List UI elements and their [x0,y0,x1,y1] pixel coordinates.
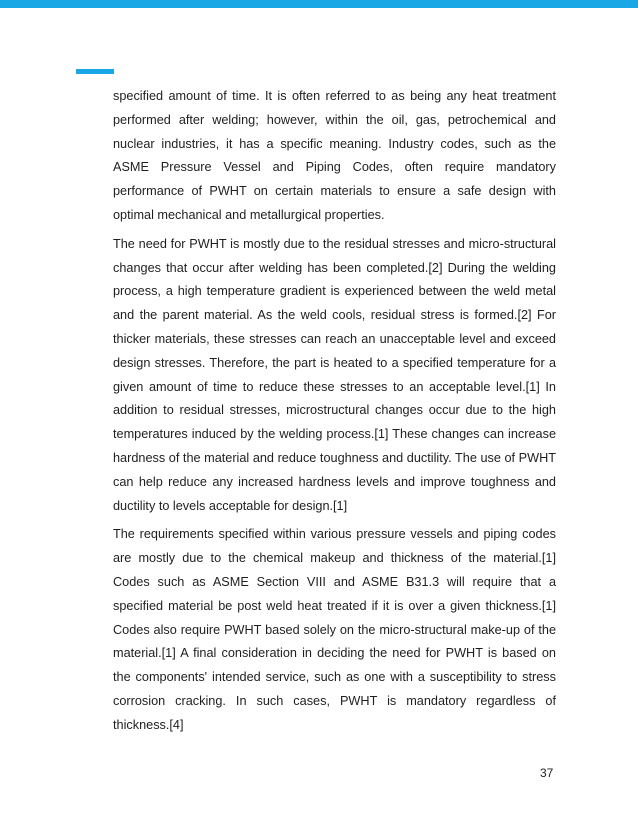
paragraph: specified amount of time. It is often referred to as being any heat treatment performed after welding; however, within the oil, gas, petrochemical and nuclear industries, it has a specific meaning. Industry codes, such as the ASME Pressure Vessel and Piping Codes, often require mandatory performance of PWHT on certain materials to ensure a safe design with optimal mechanical and metallurgical properties. [113,89,556,222]
section-accent-dash [76,69,114,74]
paragraph: The requirements specified within various pressure vessels and piping codes are mostly due to the chemical makeup and thickness of the material.[1] Codes such as ASME Section VIII and ASME B31.3 will require that a specified material be post weld heat treated if it is over a given thickness.[1] Codes also require PWHT based solely on the micro-structural make-up of the material.[1] A final consideration in deciding the need for PWHT is based on the components' intended service, such as one with a susceptibility to stress corrosion cracking. In such cases, PWHT is mandatory regardless of thickness.[4] [113,527,556,732]
page-number: 37 [540,766,554,780]
top-accent-bar [0,0,638,8]
paragraph: The need for PWHT is mostly due to the residual stresses and micro-structural changes that occur after welding has been completed.[2] During the welding process, a high temperature gradient is experienced between the weld metal and the parent material. As the weld cools, residual stress is formed.[2] For thicker materials, these stresses can reach an unacceptable level and exceed design stresses. Therefore, the part is heated to a specified temperature for a given amount of time to reduce these stresses to an acceptable level.[1] In addition to residual stresses, microstructural changes occur due to the high temperatures induced by the welding process.[1] These changes can increase hardness of the material and reduce toughness and ductility. The use of PWHT can help reduce any increased hardness levels and improve toughness and ductility to levels acceptable for design.[1] [113,236,556,513]
document-body [113,85,556,743]
